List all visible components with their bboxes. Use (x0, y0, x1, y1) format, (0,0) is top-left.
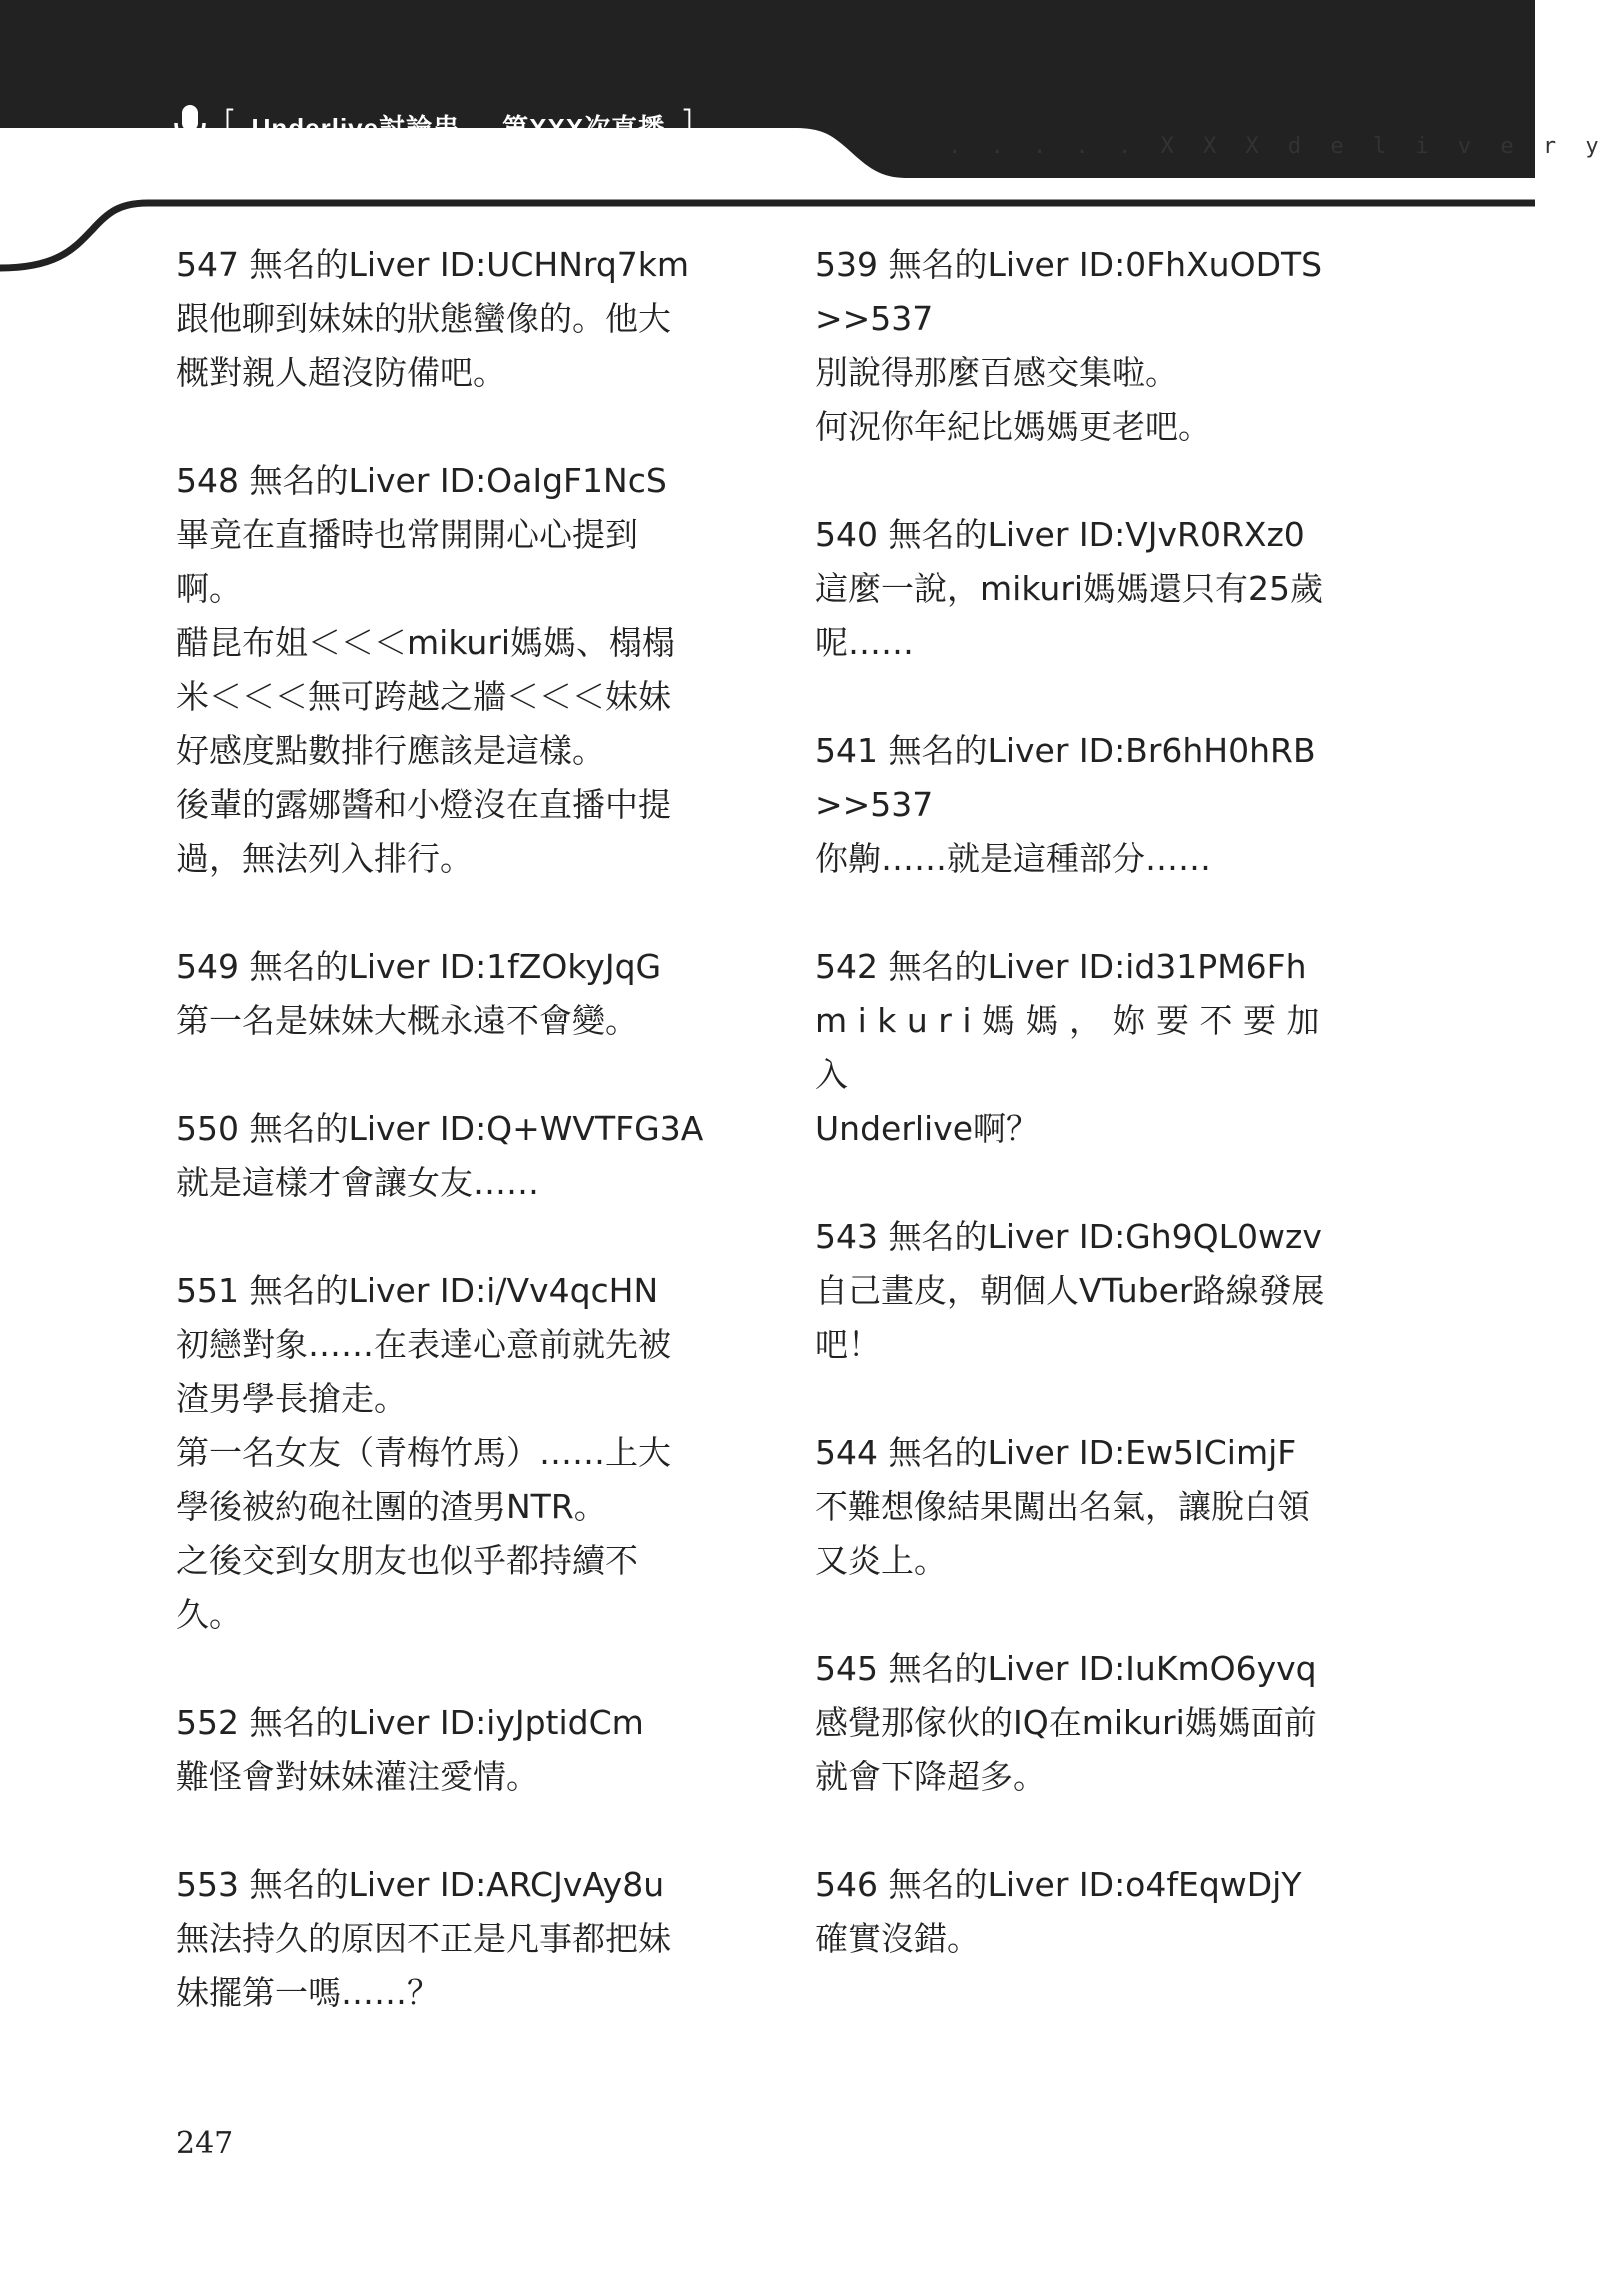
delivery-caption: . . . . . X X X d e l i v e r y (948, 134, 1607, 159)
post-line: 感覺那傢伙的IQ在mikuri媽媽面前 (815, 1703, 1317, 1742)
post-line: >>537 (815, 785, 934, 824)
post-line: >>537 (815, 299, 934, 338)
post-header: 552 無名的Liver ID:iyJptidCm (176, 1703, 644, 1742)
post-header: 542 無名的Liver ID:id31PM6Fh (815, 947, 1307, 986)
post-header: 543 無名的Liver ID:Gh9QL0wzv (815, 1217, 1322, 1256)
post-line: 渣男學長搶走。 (176, 1379, 407, 1418)
post-540 (815, 508, 1355, 670)
post-line: 何況你年紀比媽媽更老吧。 (815, 407, 1211, 446)
post-line: 確實沒錯。 (815, 1919, 980, 1958)
post-line: 之後交到女朋友也似乎都持續不 (176, 1541, 638, 1580)
post-header: 545 無名的Liver ID:IuKmO6yvq (815, 1649, 1317, 1688)
post-line: 不難想像結果闖出名氣，讓脫白領 (815, 1487, 1310, 1526)
post-552 (176, 1696, 721, 1804)
post-line: 第一名是妹妹大概永遠不會變。 (176, 1001, 638, 1040)
post-line: 畢竟在直播時也常開開心心提到 (176, 515, 638, 554)
post-line: 你齁……就是這種部分…… (815, 839, 1211, 878)
thread-title: Underlive討論串 (251, 112, 461, 143)
post-546 (815, 1858, 1355, 1966)
microphone-icon (172, 103, 208, 149)
page-number: 247 (176, 2126, 234, 2161)
post-550 (176, 1102, 721, 1210)
post-line: 後輩的露娜醬和小燈沒在直播中提 (176, 785, 671, 824)
post-line: 無法持久的原因不正是凡事都把妹 (176, 1919, 671, 1958)
post-line: 難怪會對妹妹灌注愛情。 (176, 1757, 539, 1796)
post-line: 好感度點數排行應該是這樣。 (176, 731, 605, 770)
post-551 (176, 1264, 721, 1642)
post-line: 學後被約砲社團的渣男NTR。 (176, 1487, 607, 1526)
right-column (815, 238, 1355, 2020)
post-header: 550 無名的Liver ID:Q+WVTFG3A (176, 1109, 704, 1148)
post-header: 551 無名的Liver ID:i/Vv4qcHN (176, 1271, 659, 1310)
bracket-open: [ (222, 103, 238, 149)
post-539 (815, 238, 1355, 454)
post-545 (815, 1642, 1355, 1804)
post-line: 第一名女友（青梅竹馬）……上大 (176, 1433, 671, 1472)
post-542 (815, 940, 1355, 1156)
post-header: 549 無名的Liver ID:1fZOkyJqG (176, 947, 662, 986)
post-543 (815, 1210, 1355, 1372)
post-553 (176, 1858, 721, 2020)
post-header: 541 無名的Liver ID:Br6hH0hRB (815, 731, 1316, 770)
left-column (176, 238, 721, 2074)
post-line: 啊。 (176, 569, 242, 608)
bracket-close: ] (679, 103, 695, 149)
episode-title: 第XXX次直播 (502, 112, 666, 143)
post-line: 自己畫皮，朝個人VTuber路線發展 (815, 1271, 1325, 1310)
post-header: 546 無名的Liver ID:o4fEqwDjY (815, 1865, 1302, 1904)
post-header: 548 無名的Liver ID:OaIgF1NcS (176, 461, 667, 500)
post-line: 過，無法列入排行。 (176, 839, 473, 878)
post-line: 就會下降超多。 (815, 1757, 1046, 1796)
post-541 (815, 724, 1355, 886)
post-line: Underlive啊？ (815, 1109, 1040, 1148)
post-line: 呢…… (815, 623, 914, 662)
post-line: 吧！ (815, 1325, 881, 1364)
post-header: 544 無名的Liver ID:Ew5ICimjF (815, 1433, 1297, 1472)
post-line: 久。 (176, 1595, 242, 1634)
post-header: 539 無名的Liver ID:0FhXuODTS (815, 245, 1323, 284)
post-544 (815, 1426, 1355, 1588)
post-line: 就是這樣才會讓女友…… (176, 1163, 539, 1202)
header-label (172, 100, 695, 152)
post-548 (176, 454, 721, 886)
post-line: 米＜＜＜無可跨越之牆＜＜＜妹妹 (176, 677, 671, 716)
post-line: 妹擺第一嗎……？ (176, 1973, 440, 2012)
post-line: 別說得那麼百感交集啦。 (815, 353, 1178, 392)
post-line: 初戀對象……在表達心意前就先被 (176, 1325, 671, 1364)
post-line: 概對親人超沒防備吧。 (176, 353, 506, 392)
post-header: 553 無名的Liver ID:ARCJvAy8u (176, 1865, 665, 1904)
post-line: 又炎上。 (815, 1541, 947, 1580)
post-header: 540 無名的Liver ID:VJvR0RXz0 (815, 515, 1305, 554)
post-line: 跟他聊到妹妹的狀態蠻像的。他大 (176, 299, 671, 338)
post-547 (176, 238, 721, 400)
post-549 (176, 940, 721, 1048)
post-line: 醋昆布姐＜＜＜mikuri媽媽、榻榻 (176, 623, 676, 662)
post-line: 這麼一說，mikuri媽媽還只有25歲 (815, 569, 1324, 608)
post-line: m i k u r i 媽 媽 ， 妳 要 不 要 加 入 (815, 1001, 1320, 1094)
post-header: 547 無名的Liver ID:UCHNrq7km (176, 245, 690, 284)
